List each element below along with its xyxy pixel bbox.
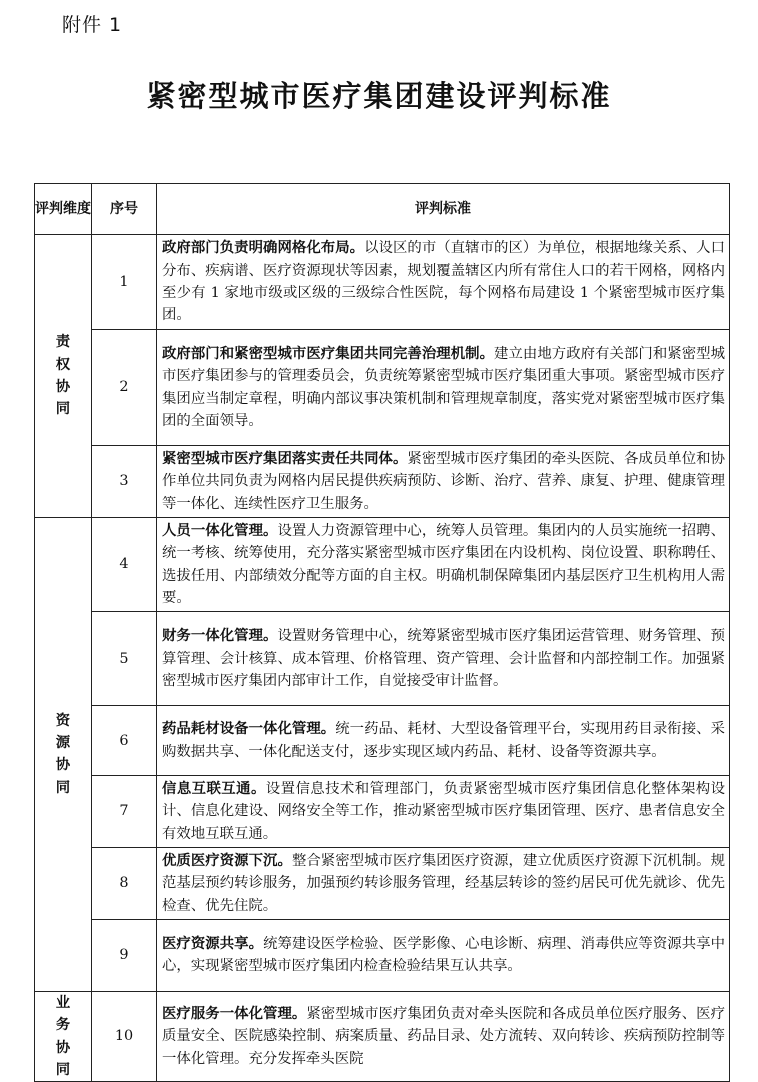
criteria-heading: 财务一体化管理。 bbox=[162, 628, 278, 645]
table-row bbox=[35, 991, 730, 1081]
table-row bbox=[35, 848, 730, 920]
criteria-cell bbox=[157, 848, 730, 920]
criteria-table bbox=[34, 183, 730, 1082]
criteria-heading: 医疗服务一体化管理。 bbox=[162, 1006, 307, 1023]
criteria-cell bbox=[157, 446, 730, 518]
attachment-label: 附件 1 bbox=[62, 14, 123, 36]
table-row bbox=[35, 235, 730, 330]
header-criteria: 评判标准 bbox=[157, 184, 730, 235]
criteria-heading: 优质医疗资源下沉。 bbox=[162, 853, 292, 870]
criteria-cell bbox=[157, 235, 730, 330]
dimension-cell: 业务协同 bbox=[35, 991, 92, 1081]
criteria-body: 整合紧密型城市医疗集团医疗资源，建立优质医疗资源下沉机制。规范基层预约转诊服务，加强预约转诊服务管理，经基层转诊的签约居民可优先就诊、优先检查、优先住院。 bbox=[162, 853, 725, 914]
row-number: 10 bbox=[92, 991, 157, 1081]
table-row bbox=[35, 776, 730, 848]
dimension-cell: 责权协同 bbox=[35, 235, 92, 518]
row-number: 3 bbox=[92, 446, 157, 518]
criteria-cell bbox=[157, 518, 730, 612]
table-row bbox=[35, 446, 730, 518]
criteria-body: 紧密型城市医疗集团负责对牵头医院和各成员单位医疗服务、医疗质量安全、医院感染控制、病案质量、药品目录、处方流转、双向转诊、疾病预防控制等一体化管理。充分发挥牵头医院 bbox=[162, 1006, 725, 1067]
criteria-heading: 药品耗材设备一体化管理。 bbox=[162, 721, 336, 738]
table-row bbox=[35, 518, 730, 612]
row-number: 9 bbox=[92, 919, 157, 991]
row-number: 5 bbox=[92, 612, 157, 706]
table-header-row bbox=[35, 184, 730, 235]
criteria-cell bbox=[157, 706, 730, 776]
criteria-heading: 政府部门负责明确网格化布局。 bbox=[162, 240, 365, 257]
criteria-body: 设置财务管理中心，统筹紧密型城市医疗集团运营管理、财务管理、预算管理、会计核算、成本管理、价格管理、资产管理、会计监督和内部控制工作。加强紧密型城市医疗集团内部审计工作，自觉接受审计监督。 bbox=[162, 628, 725, 689]
document-title: 紧密型城市医疗集团建设评判标准 bbox=[146, 79, 612, 113]
criteria-body: 紧密型城市医疗集团的牵头医院、各成员单位和协作单位共同负责为网格内居民提供疾病预防、诊断、治疗、营养、康复、护理、健康管理等一体化、连续性医疗卫生服务。 bbox=[162, 451, 725, 512]
criteria-heading: 政府部门和紧密型城市医疗集团共同完善治理机制。 bbox=[162, 345, 495, 362]
dimension-cell: 资源协同 bbox=[35, 518, 92, 992]
criteria-body: 建立由地方政府有关部门和紧密型城市医疗集团参与的管理委员会，负责统筹紧密型城市医疗集团重大事项。紧密型城市医疗集团应当制定章程，明确内部议事决策机制和管理规章制度，落实党对紧密型城市医疗集团的全面领导。 bbox=[162, 345, 725, 429]
criteria-body: 设置信息技术和管理部门，负责紧密型城市医疗集团信息化整体架构设计、信息化建设、网络安全等工作，推动紧密型城市医疗集团管理、医疗、患者信息安全有效地互联互通。 bbox=[162, 781, 725, 842]
row-number: 4 bbox=[92, 518, 157, 612]
header-dimension: 评判维度 bbox=[35, 184, 92, 235]
criteria-body: 设置人力资源管理中心，统筹人员管理。集团内的人员实施统一招聘、统一考核、统筹使用，充分落实紧密型城市医疗集团在内设机构、岗位设置、职称聘任、选拔任用、内部绩效分配等方面的自主权。明确机制保障集团内基层医疗卫生机构用人需要。 bbox=[162, 523, 725, 606]
criteria-cell bbox=[157, 919, 730, 991]
table-row bbox=[35, 919, 730, 991]
criteria-body: 统一药品、耗材、大型设备管理平台，实现用药目录衔接、采购数据共享、一体化配送支付，逐步实现区域内药品、耗材、设备等资源共享。 bbox=[162, 721, 725, 760]
criteria-cell bbox=[157, 612, 730, 706]
criteria-body: 统筹建设医学检验、医学影像、心电诊断、病理、消毒供应等资源共享中心，实现紧密型城市医疗集团内检查检验结果互认共享。 bbox=[162, 936, 725, 975]
row-number: 8 bbox=[92, 848, 157, 920]
row-number: 7 bbox=[92, 776, 157, 848]
header-number: 序号 bbox=[92, 184, 157, 235]
table-row bbox=[35, 706, 730, 776]
row-number: 2 bbox=[92, 330, 157, 446]
row-number: 1 bbox=[92, 235, 157, 330]
criteria-heading: 人员一体化管理。 bbox=[162, 523, 278, 539]
criteria-heading: 信息互联互通。 bbox=[162, 781, 266, 798]
table-row bbox=[35, 612, 730, 706]
criteria-heading: 医疗资源共享。 bbox=[162, 936, 264, 953]
criteria-body: 以设区的市（直辖市的区）为单位，根据地缘关系、人口分布、疾病谱、医疗资源现状等因素，规划覆盖辖区内所有常住人口的若干网格，网格内至少有 1 家地市级或区级的三级综合性医院，每个网格布局建设 1 个紧密型城市医疗集团。 bbox=[162, 240, 725, 324]
criteria-cell bbox=[157, 330, 730, 446]
criteria-cell bbox=[157, 776, 730, 848]
table-row bbox=[35, 330, 730, 446]
criteria-heading: 紧密型城市医疗集团落实责任共同体。 bbox=[162, 451, 408, 468]
row-number: 6 bbox=[92, 706, 157, 776]
criteria-cell bbox=[157, 991, 730, 1081]
